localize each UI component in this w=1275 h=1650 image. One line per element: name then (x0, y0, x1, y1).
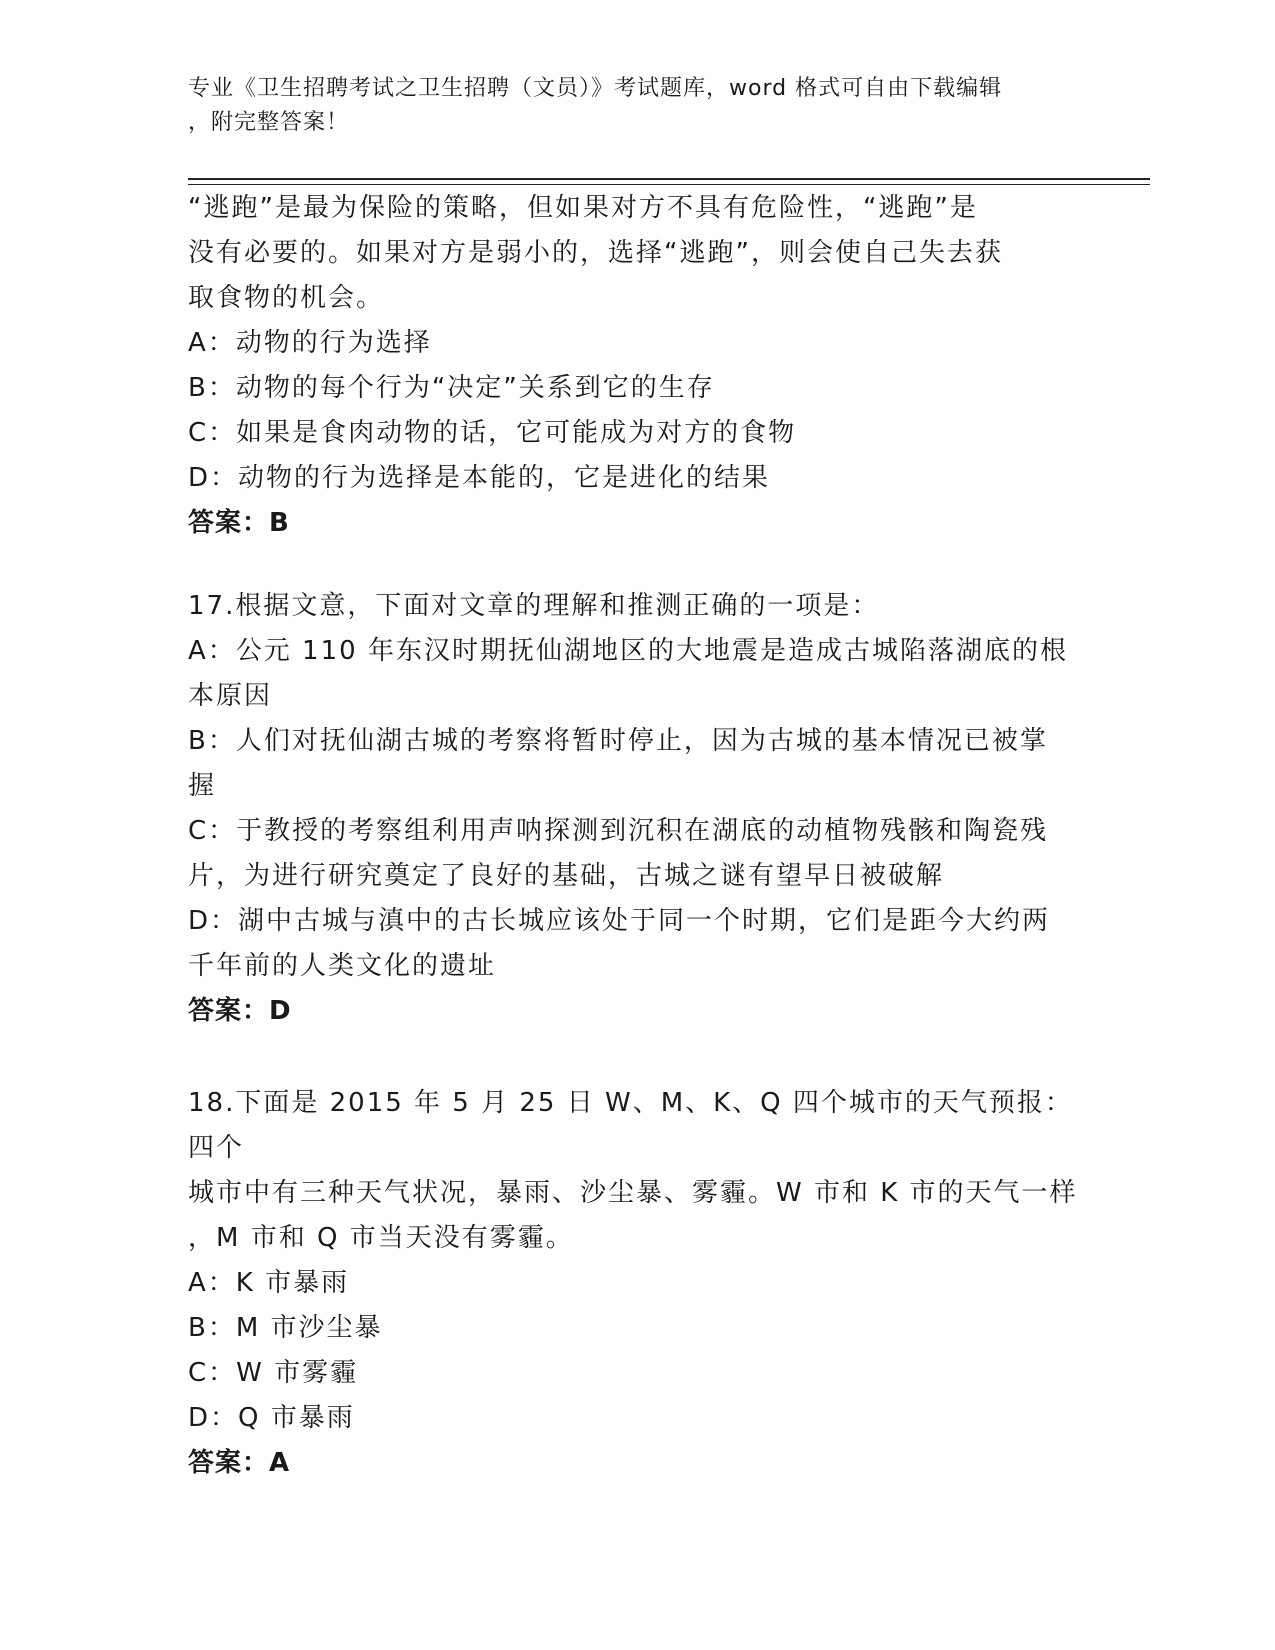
question-16 (188, 186, 1088, 546)
question-18-option-d: D：Q 市暴雨 (188, 1403, 355, 1433)
question-16-option-c: C：如果是食肉动物的话，它可能成为对方的食物 (188, 418, 797, 448)
question-18-stem-line-2: 城市中有三种天气状况，暴雨、沙尘暴、雾霾。W 市和 K 市的天气一样 (188, 1178, 1078, 1208)
question-17-option-d-line-1: D：湖中古城与滇中的古长城应该处于同一个时期，它们是距今大约两 (188, 906, 1051, 936)
question-17-option-a-line-2: 本原因 (188, 681, 273, 711)
header-divider-thin (188, 184, 1150, 185)
question-17 (188, 584, 1088, 1034)
header-line-2: ，附完整答案！ (188, 110, 350, 135)
question-18-stem-line-3: ，M 市和 Q 市当天没有雾霾。 (188, 1223, 574, 1253)
question-17-answer: 答案：D (188, 996, 292, 1026)
question-16-option-d: D：动物的行为选择是本能的，它是进化的结果 (188, 463, 771, 493)
question-16-stem-line-3: 取食物的机会。 (188, 283, 385, 313)
question-17-option-c-line-2: 片，为进行研究奠定了良好的基础，古城之谜有望早日被破解 (188, 861, 945, 891)
question-16-option-a: A：动物的行为选择 (188, 328, 432, 358)
question-18-option-b: B：M 市沙尘暴 (188, 1313, 383, 1343)
question-17-stem: 17.根据文意，下面对文章的理解和推测正确的一项是： (188, 591, 880, 621)
question-16-option-b: B：动物的每个行为“决定”关系到它的生存 (188, 373, 715, 403)
question-17-option-b-line-1: B：人们对抚仙湖古城的考察将暂时停止，因为古城的基本情况已被掌 (188, 726, 1048, 756)
question-16-answer: 答案：B (188, 508, 290, 538)
question-16-stem-line-2: 没有必要的。如果对方是弱小的，选择“逃跑”，则会使自己失去获 (188, 238, 1003, 268)
header-line-1: 专业《卫生招聘考试之卫生招聘（文员）》考试题库，word 格式可自由下载编辑 (188, 76, 1003, 101)
question-17-option-d-line-2: 千年前的人类文化的遗址 (188, 951, 497, 981)
question-16-stem-line-1: “逃跑”是最为保险的策略，但如果对方不具有危险性，“逃跑”是 (188, 193, 978, 223)
question-17-option-b-line-2: 握 (188, 771, 217, 801)
question-18-stem-line-1: 18.下面是 2015 年 5 月 25 日 W、M、K、Q 四个城市的天气预报：四个 (188, 1088, 1073, 1163)
question-17-option-a-line-1: A：公元 110 年东汉时期抚仙湖地区的大地震是造成古城陷落湖底的根 (188, 636, 1068, 666)
document-header (188, 72, 1068, 140)
question-18-option-a: A：K 市暴雨 (188, 1268, 350, 1298)
question-17-option-c-line-1: C：于教授的考察组利用声呐探测到沉积在湖底的动植物残骸和陶瓷残 (188, 816, 1049, 846)
question-18-answer: 答案：A (188, 1448, 291, 1478)
question-18 (188, 1081, 1088, 1486)
header-divider-thick (188, 178, 1150, 180)
question-18-option-c: C：W 市雾霾 (188, 1358, 359, 1388)
